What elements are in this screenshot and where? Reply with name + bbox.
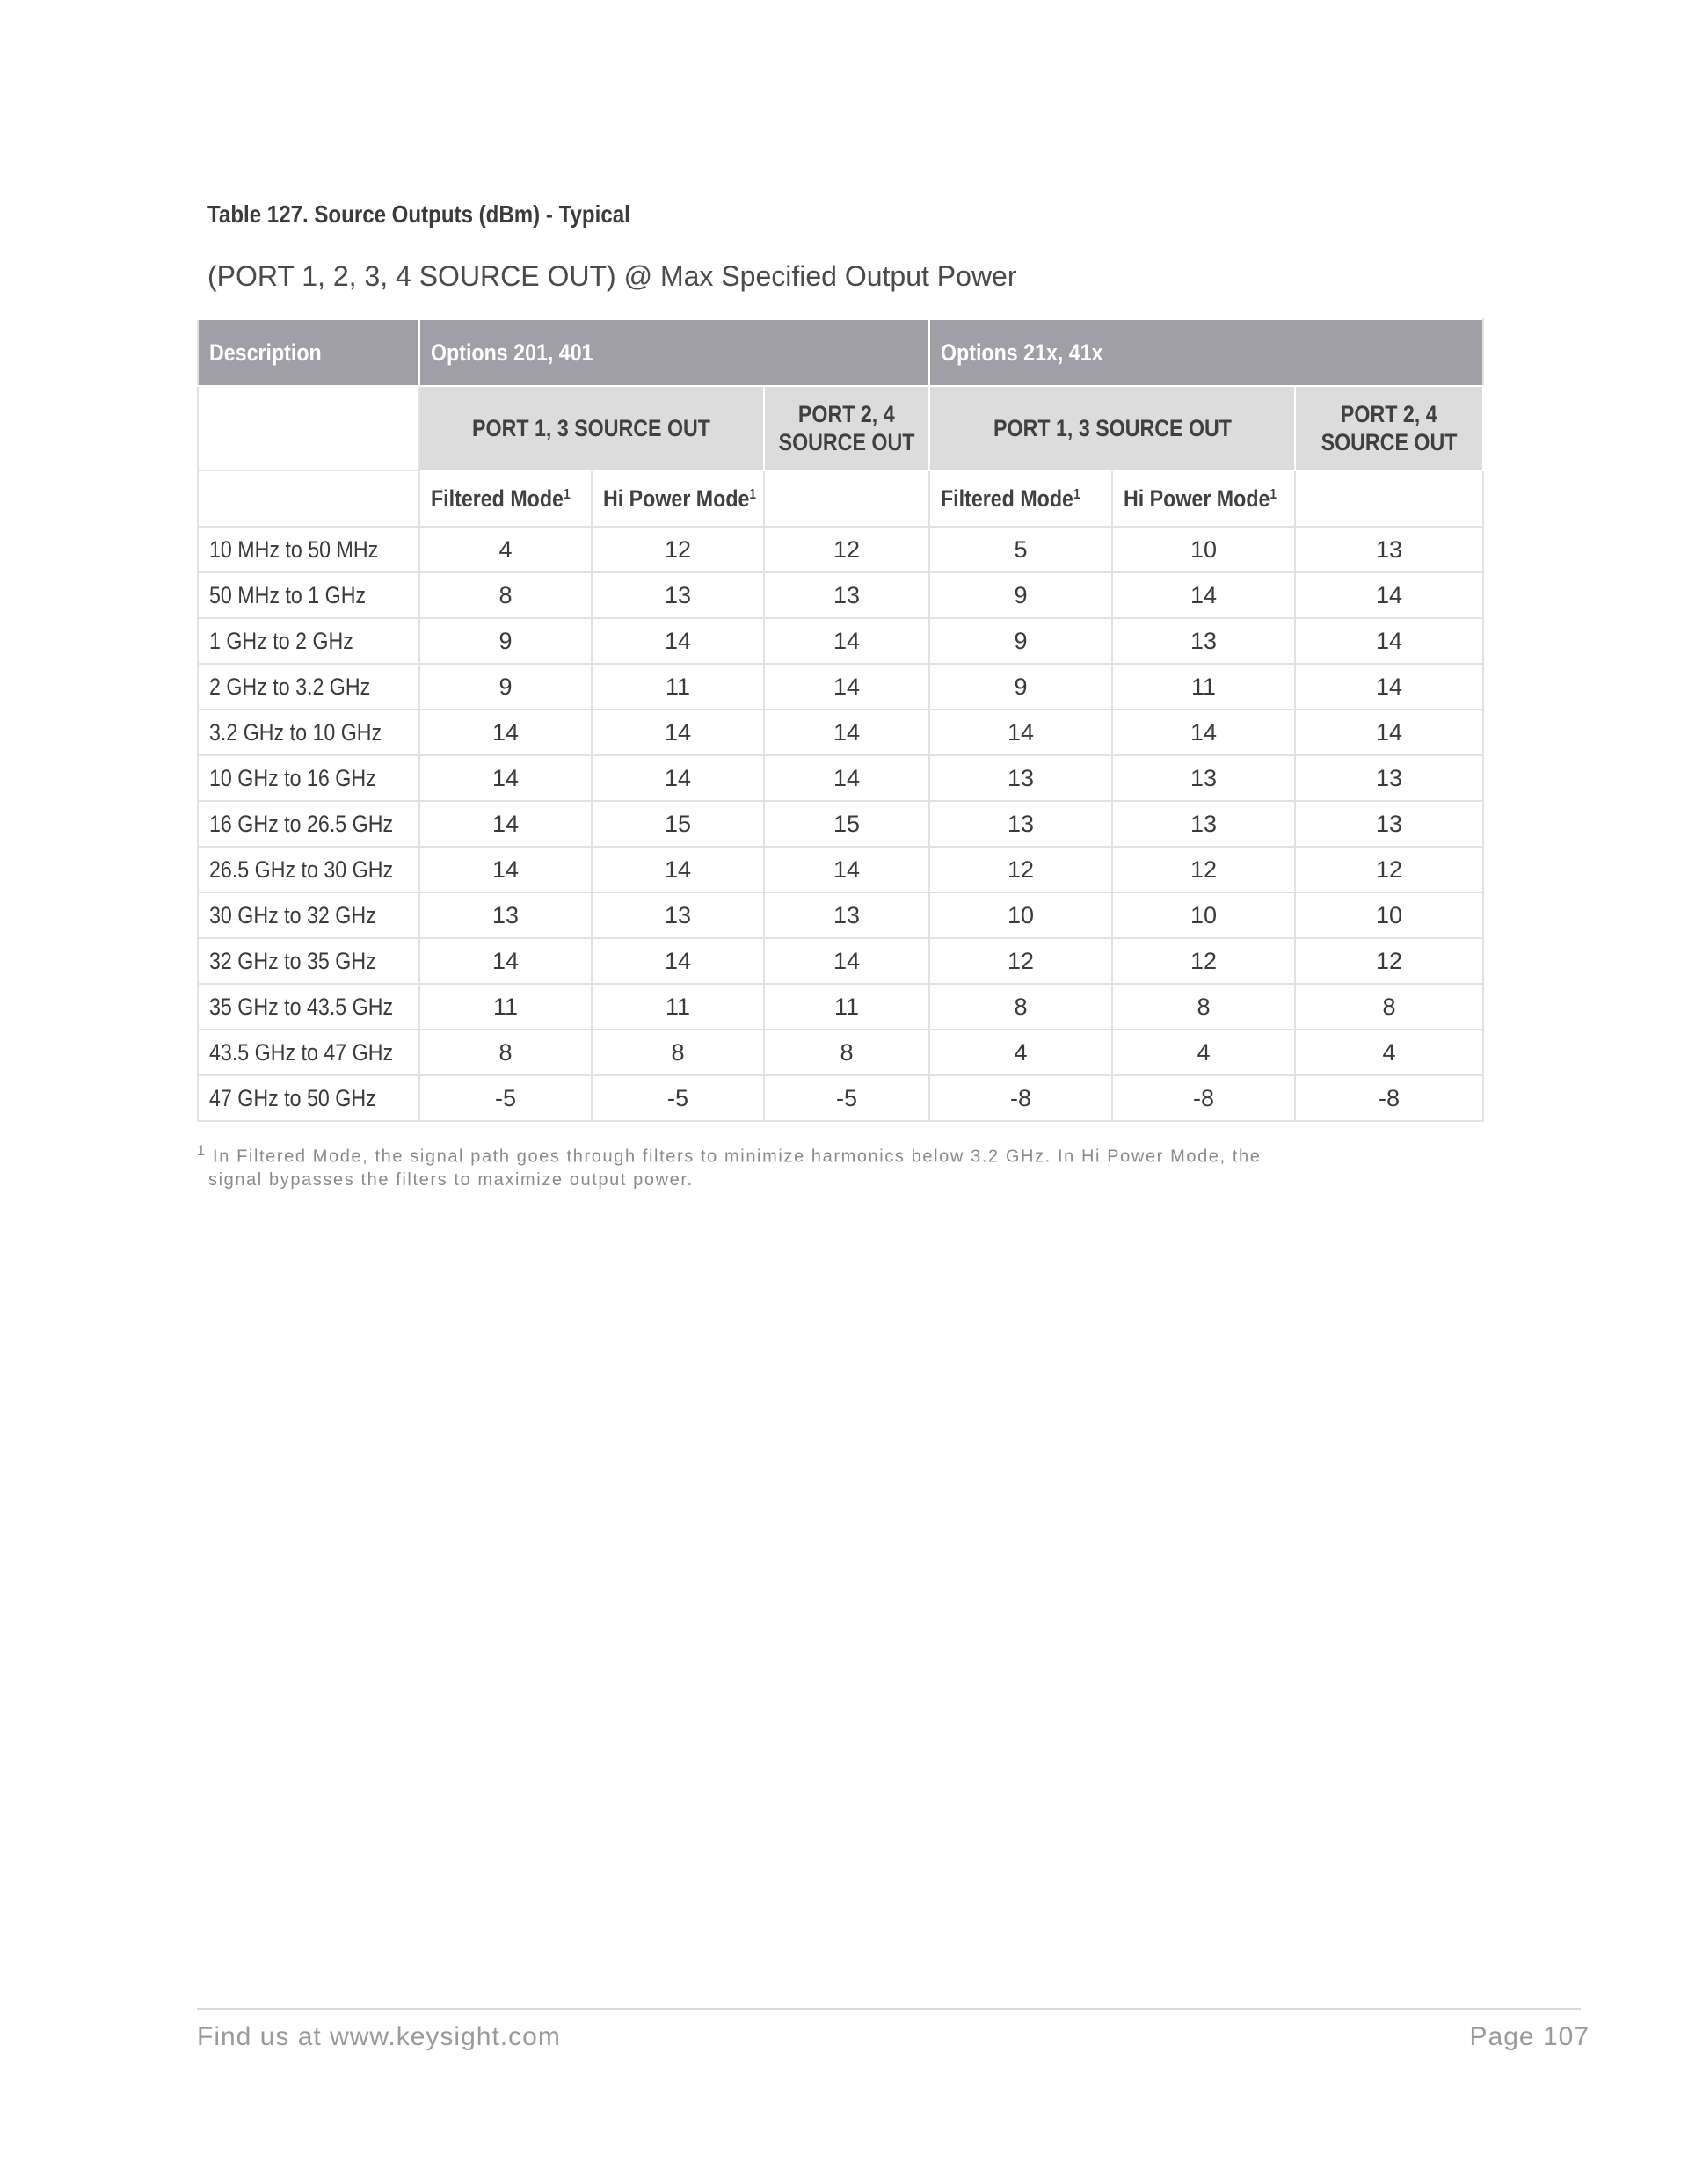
footer-divider: [197, 2008, 1581, 2010]
table-row: [198, 664, 1483, 710]
value-cell: 14: [1112, 710, 1295, 755]
value-cell: 14: [1295, 664, 1483, 710]
g2-port24-header: PORT 2, 4 SOURCE OUT: [1295, 386, 1483, 470]
frequency-range-cell: 50 MHz to 1 GHz: [198, 572, 419, 618]
footnote-ref: 1: [1270, 486, 1277, 502]
value-cell: -5: [764, 1075, 929, 1121]
mode-header-blank: [198, 470, 419, 527]
value-cell: 13: [1112, 801, 1295, 847]
table-row: [198, 938, 1483, 984]
value-cell: 14: [592, 938, 764, 984]
value-cell: 8: [764, 1030, 929, 1075]
value-cell: 13: [592, 892, 764, 938]
frequency-range-cell: 30 GHz to 32 GHz: [198, 892, 419, 938]
frequency-range-cell: 16 GHz to 26.5 GHz: [198, 801, 419, 847]
value-cell: 10: [929, 892, 1112, 938]
footnote-line-1: In Filtered Mode, the signal path goes through filters to minimize harmonics below 3.2 GHz. In Hi Power Mode, the: [213, 1147, 1262, 1167]
frequency-range-cell: 35 GHz to 43.5 GHz: [198, 984, 419, 1030]
value-cell: -8: [1295, 1075, 1483, 1121]
table-header-row: [198, 319, 1483, 386]
table-row: [198, 892, 1483, 938]
source-outputs-table: [197, 318, 1484, 1122]
footnote-line-2: signal bypasses the filters to maximize output power.: [208, 1169, 694, 1190]
value-cell: 14: [764, 847, 929, 892]
value-cell: 12: [929, 847, 1112, 892]
g2-filtered-mode-header: Filtered Mode$^1$: [929, 470, 1112, 527]
g2-port24-mode-blank: [1295, 470, 1483, 527]
table-row: [198, 1030, 1483, 1075]
value-cell: -5: [592, 1075, 764, 1121]
g1-filtered-mode-header: Filtered Mode$^1$: [419, 470, 592, 527]
g2-hi-power-mode-header: Hi Power Mode$^1$: [1112, 470, 1295, 527]
value-cell: 13: [929, 801, 1112, 847]
value-cell: -8: [1112, 1075, 1295, 1121]
value-cell: 8: [1295, 984, 1483, 1030]
g2-port13-header: PORT 1, 3 SOURCE OUT: [929, 386, 1295, 470]
frequency-range-cell: 3.2 GHz to 10 GHz: [198, 710, 419, 755]
value-cell: 14: [1295, 618, 1483, 664]
value-cell: 8: [929, 984, 1112, 1030]
value-cell: 14: [592, 710, 764, 755]
value-cell: 14: [592, 755, 764, 801]
value-cell: 4: [419, 527, 592, 572]
value-cell: 8: [419, 1030, 592, 1075]
value-cell: 14: [419, 755, 592, 801]
value-cell: 11: [592, 984, 764, 1030]
value-cell: 13: [1112, 618, 1295, 664]
value-cell: 8: [1112, 984, 1295, 1030]
value-cell: 14: [929, 710, 1112, 755]
page-number: Page 107: [1469, 2022, 1590, 2051]
value-cell: 12: [1112, 847, 1295, 892]
g1-port24-header: PORT 2, 4 SOURCE OUT: [764, 386, 929, 470]
frequency-range-cell: 43.5 GHz to 47 GHz: [198, 1030, 419, 1075]
value-cell: 5: [929, 527, 1112, 572]
table-title: Table 127. Source Outputs (dBm) - Typical: [207, 200, 630, 228]
value-cell: 14: [764, 664, 929, 710]
value-cell: 13: [1295, 801, 1483, 847]
value-cell: 12: [592, 527, 764, 572]
value-cell: 9: [419, 664, 592, 710]
value-cell: 11: [1112, 664, 1295, 710]
value-cell: 9: [929, 618, 1112, 664]
g1-hi-power-mode-header: Hi Power Mode$^1$: [592, 470, 764, 527]
table-row: [198, 801, 1483, 847]
footnote-mark: 1: [197, 1142, 207, 1159]
value-cell: 13: [1112, 755, 1295, 801]
value-cell: 14: [764, 710, 929, 755]
value-cell: 13: [764, 892, 929, 938]
value-cell: 14: [592, 618, 764, 664]
footer-website-text: Find us at www.keysight.com: [197, 2022, 561, 2051]
table-row: [198, 755, 1483, 801]
table-subtitle: (PORT 1, 2, 3, 4 SOURCE OUT) @ Max Specified Output Power: [207, 260, 1017, 292]
table-row: [198, 618, 1483, 664]
value-cell: 14: [1295, 710, 1483, 755]
value-cell: 15: [592, 801, 764, 847]
table-row: [198, 527, 1483, 572]
value-cell: 14: [1112, 572, 1295, 618]
value-cell: 4: [1295, 1030, 1483, 1075]
footnote-ref: 1: [749, 486, 757, 502]
frequency-range-cell: 1 GHz to 2 GHz: [198, 618, 419, 664]
table-row: [198, 847, 1483, 892]
value-cell: 12: [1112, 938, 1295, 984]
port-header-row: [198, 386, 1483, 470]
value-cell: 14: [764, 938, 929, 984]
value-cell: 4: [929, 1030, 1112, 1075]
value-cell: 8: [419, 572, 592, 618]
value-cell: 14: [1295, 572, 1483, 618]
table-body: [198, 527, 1483, 1121]
value-cell: 10: [1295, 892, 1483, 938]
value-cell: 14: [419, 847, 592, 892]
value-cell: 13: [929, 755, 1112, 801]
value-cell: 9: [419, 618, 592, 664]
value-cell: 12: [1295, 938, 1483, 984]
value-cell: 11: [764, 984, 929, 1030]
g1-port24-mode-blank: [764, 470, 929, 527]
footnote-ref: 1: [1073, 486, 1080, 502]
value-cell: 8: [592, 1030, 764, 1075]
value-cell: 14: [764, 755, 929, 801]
value-cell: 13: [1295, 527, 1483, 572]
value-cell: 10: [1112, 527, 1295, 572]
value-cell: 14: [764, 618, 929, 664]
footnote-ref: 1: [563, 486, 571, 502]
header-description: Description: [198, 319, 419, 386]
value-cell: -8: [929, 1075, 1112, 1121]
value-cell: 14: [419, 801, 592, 847]
frequency-range-cell: 10 MHz to 50 MHz: [198, 527, 419, 572]
header-options-201-401: Options 201, 401: [419, 319, 929, 386]
value-cell: 4: [1112, 1030, 1295, 1075]
value-cell: 9: [929, 664, 1112, 710]
table-row: [198, 710, 1483, 755]
table-footnote: [197, 1139, 1445, 1191]
value-cell: 14: [419, 938, 592, 984]
value-cell: 12: [1295, 847, 1483, 892]
value-cell: 12: [764, 527, 929, 572]
value-cell: -5: [419, 1075, 592, 1121]
mode-header-row: [198, 470, 1483, 527]
value-cell: 15: [764, 801, 929, 847]
header-options-21x-41x: Options 21x, 41x: [929, 319, 1483, 386]
value-cell: 10: [1112, 892, 1295, 938]
port-header-blank: [198, 386, 419, 470]
g1-port13-header: PORT 1, 3 SOURCE OUT: [419, 386, 764, 470]
frequency-range-cell: 26.5 GHz to 30 GHz: [198, 847, 419, 892]
frequency-range-cell: 32 GHz to 35 GHz: [198, 938, 419, 984]
value-cell: 13: [592, 572, 764, 618]
value-cell: 13: [764, 572, 929, 618]
value-cell: 11: [592, 664, 764, 710]
frequency-range-cell: 47 GHz to 50 GHz: [198, 1075, 419, 1121]
frequency-range-cell: 2 GHz to 3.2 GHz: [198, 664, 419, 710]
value-cell: 14: [419, 710, 592, 755]
value-cell: 13: [419, 892, 592, 938]
table-row: [198, 572, 1483, 618]
frequency-range-cell: 10 GHz to 16 GHz: [198, 755, 419, 801]
value-cell: 14: [592, 847, 764, 892]
value-cell: 9: [929, 572, 1112, 618]
value-cell: 13: [1295, 755, 1483, 801]
value-cell: 11: [419, 984, 592, 1030]
value-cell: 12: [929, 938, 1112, 984]
table-row: [198, 984, 1483, 1030]
table-row: [198, 1075, 1483, 1121]
